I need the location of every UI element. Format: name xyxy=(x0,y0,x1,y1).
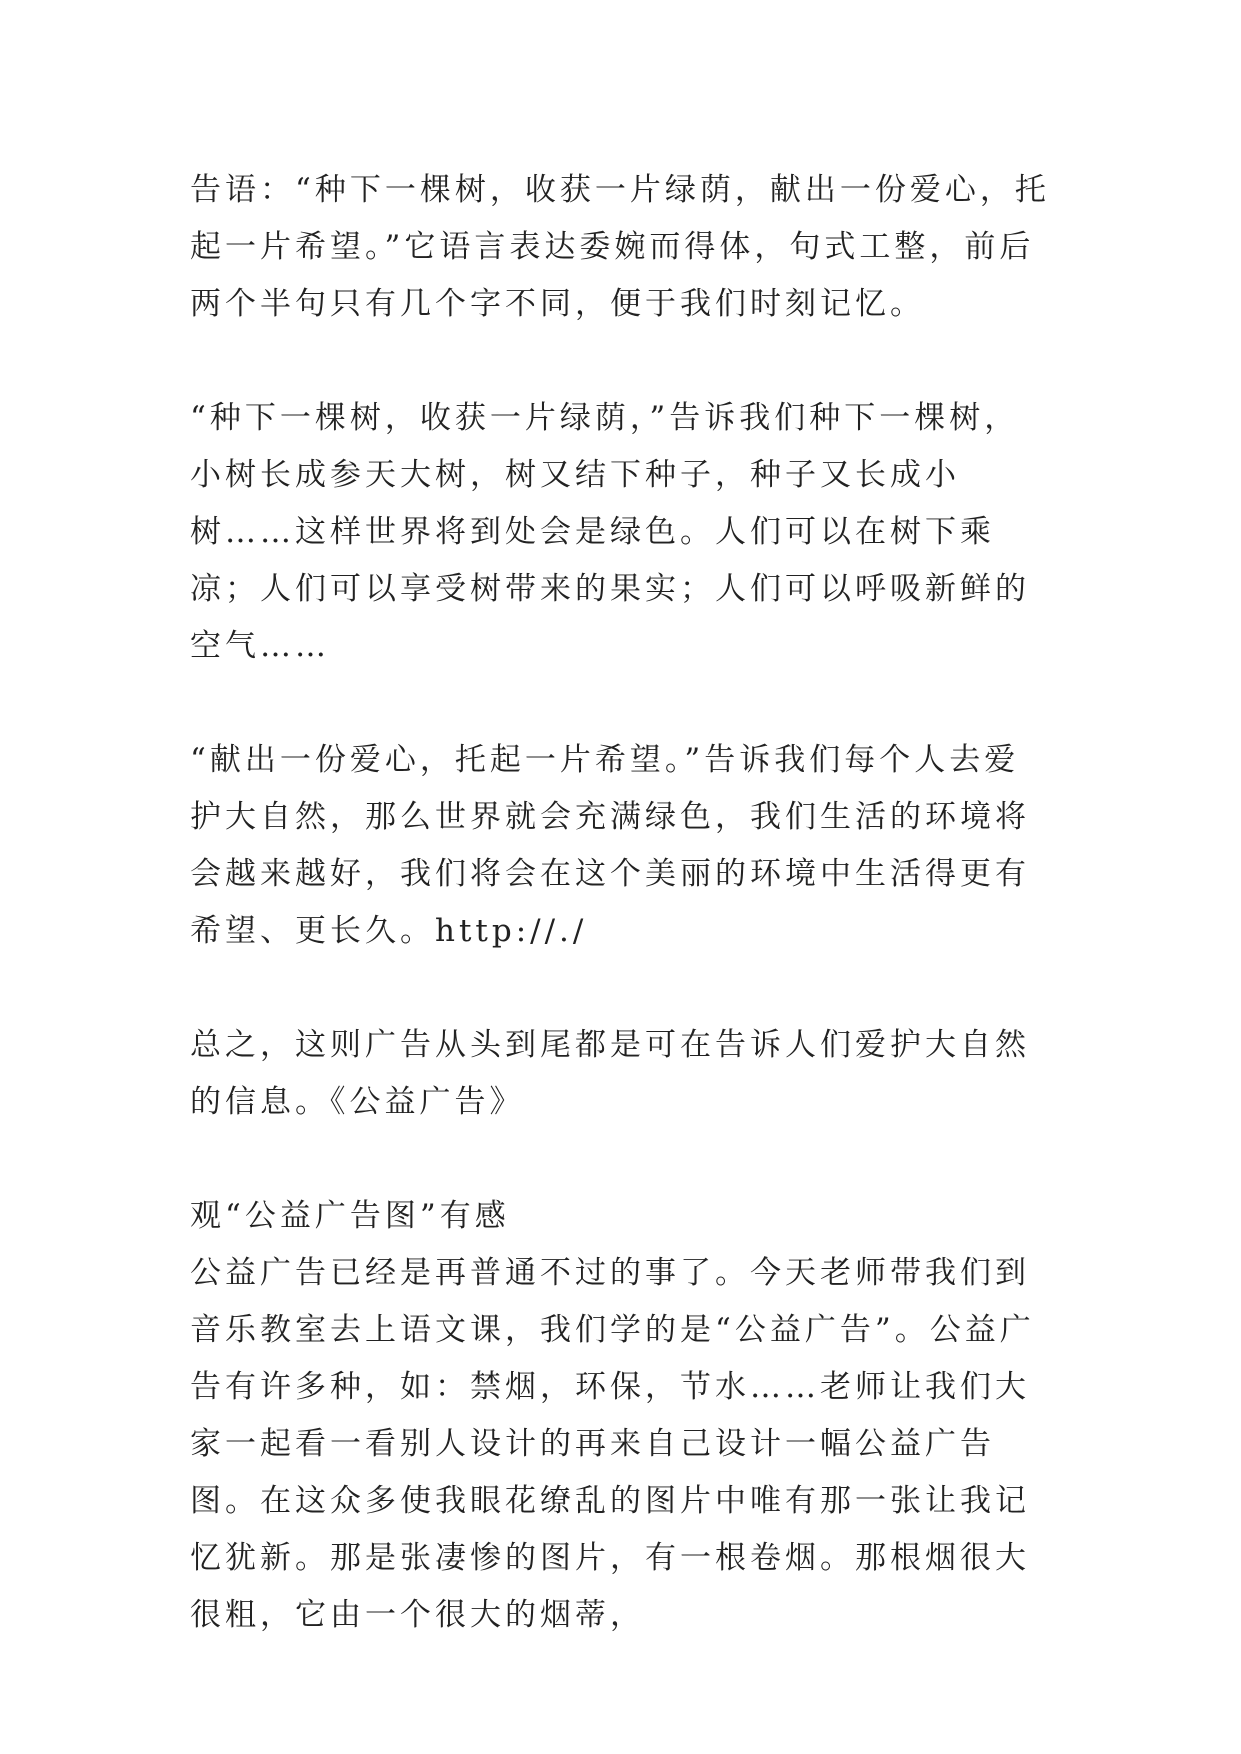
paragraph-2: “种下一棵树，收获一片绿荫，”告诉我们种下一棵树，小树长成参天大树，树又结下种子，种子又长成小树……这样世界将到处会是绿色。人们可以在树下乘凉；人们可以享受树带来的果实；人们可以呼吸新鲜的空气…… xyxy=(190,400,1030,664)
paragraph-4: 总之，这则广告从头到尾都是可在告诉人们爱护大自然的信息。《公益广告》 xyxy=(190,1027,1030,1120)
section-title: 观“公益广告图”有感 xyxy=(190,1198,510,1234)
section-body: 公益广告已经是再普通不过的事了。今天老师带我们到音乐教室去上语文课，我们学的是“公益广告”。公益广告有许多种，如：禁烟，环保，节水……老师让我们大家一起看一看别人设计的再来自己设计一幅公益广告图。在这众多使我眼花缭乱的图片中唯有那一张让我记忆犹新。那是张凄惨的图片，有一根卷烟。那根烟很大很粗，它由一个很大的烟蒂， xyxy=(190,1255,1035,1633)
paragraph-1: 告语：“种下一棵树，收获一片绿荫，献出一份爱心，托起一片希望。”它语言表达委婉而得体，句式工整，前后两个半句只有几个字不同，便于我们时刻记忆。 xyxy=(190,172,1050,322)
document-body xyxy=(190,162,1050,1644)
paragraph-3: “献出一份爱心，托起一片希望。”告诉我们每个人去爱护大自然，那么世界就会充满绿色，我们生活的环境将会越来越好，我们将会在这个美丽的环境中生活得更有希望、更长久。http://./ xyxy=(190,742,1030,949)
